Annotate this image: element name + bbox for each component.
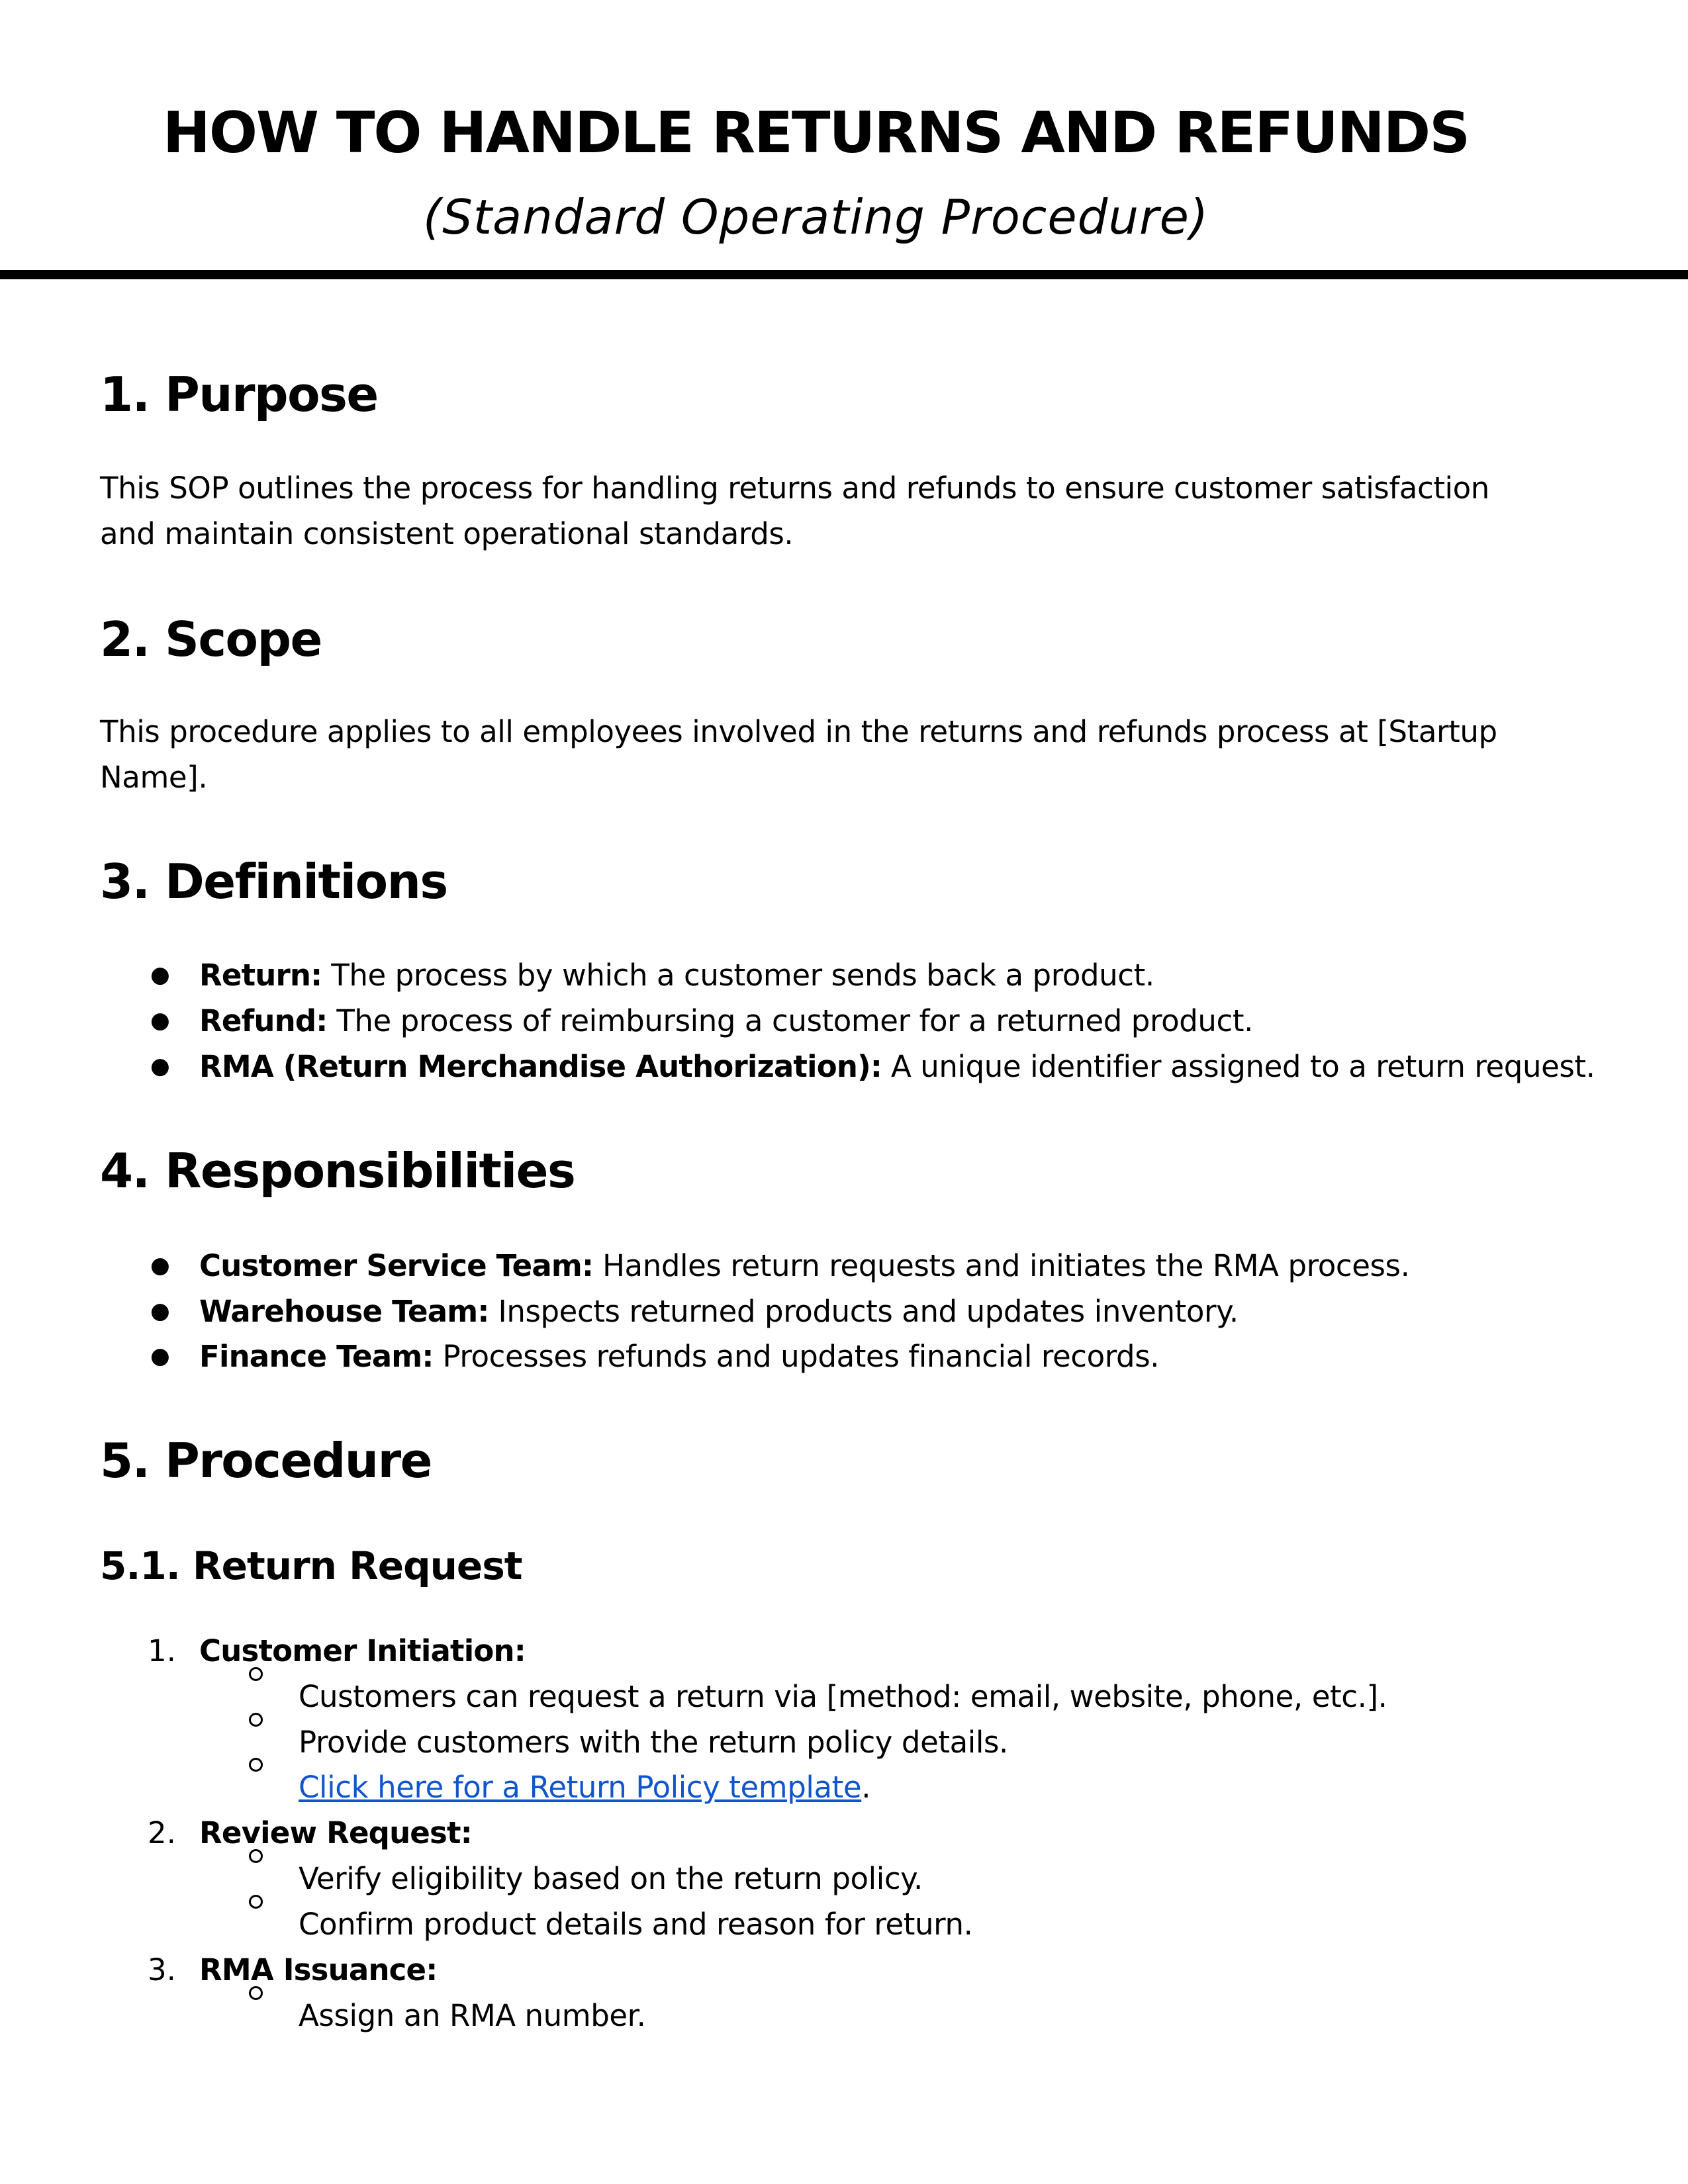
purpose-heading: 1. Purpose [100,367,378,422]
step-title [199,1628,526,1674]
step-sub-item-link [299,1764,870,1810]
definition-item [199,952,1154,998]
return-policy-template-link[interactable]: Click here for a Return Policy template [299,1770,862,1805]
definition-text: A unique identifier assigned to a return request. [882,1049,1595,1084]
responsibilities-heading: 4. Responsibilities [100,1143,575,1199]
bullet-icon: ● [150,962,170,988]
definition-text: The process by which a customer sends back a product. [322,958,1154,993]
step-title-text: RMA Issuance: [199,1952,438,1987]
step-title [199,1810,472,1856]
step-sub-item: Verify eligibility based on the return policy. [299,1861,923,1896]
definition-term: Refund: [199,1003,328,1038]
responsibility-text: Processes refunds and updates financial records. [433,1339,1160,1374]
return-request-heading: 5.1. Return Request [100,1543,522,1588]
responsibility-text: Handles return requests and initiates the RMA process. [593,1248,1410,1283]
scope-text-line-2: Name]. [100,760,208,795]
step-title-text: Review Request: [199,1815,472,1850]
definition-term: RMA (Return Merchandise Authorization): [199,1049,882,1084]
document-subtitle: (Standard Operating Procedure) [423,189,1209,245]
step-sub-item: Assign an RMA number. [299,1998,646,2033]
document-title: HOW TO HANDLE RETURNS AND REFUNDS [162,100,1470,166]
responsibility-term: Warehouse Team: [199,1294,489,1329]
bullet-icon: ● [150,1298,170,1324]
scope-heading: 2. Scope [100,612,322,667]
hollow-bullet-icon [249,1849,263,1863]
hollow-bullet-icon [249,1895,263,1909]
bullet-icon: ● [150,1053,170,1079]
purpose-text-line-2: and maintain consistent operational standards. [100,516,794,551]
responsibility-term: Finance Team: [199,1339,434,1374]
definition-text: The process of reimbursing a customer for a returned product. [327,1003,1253,1038]
purpose-text-line-1: This SOP outlines the process for handling returns and refunds to ensure customer satisfaction [100,471,1489,506]
bullet-icon: ● [150,1007,170,1034]
definition-item [199,998,1253,1044]
step-number: 1. [148,1633,176,1668]
responsibility-item [199,1289,1239,1334]
step-number: 3. [148,1952,176,1987]
procedure-heading: 5. Procedure [100,1433,432,1488]
scope-text-line-1: This procedure applies to all employees involved in the returns and refunds process at [Startup [100,714,1497,749]
responsibility-item [199,1334,1159,1379]
link-suffix: . [861,1770,871,1805]
hollow-bullet-icon [249,1986,263,2000]
step-sub-item: Provide customers with the return policy details. [299,1725,1008,1760]
header-divider [0,270,1688,279]
responsibility-item [199,1243,1410,1289]
definition-item [199,1044,1595,1089]
responsibility-text: Inspects returned products and updates inventory. [489,1294,1239,1329]
definitions-heading: 3. Definitions [100,854,447,909]
bullet-icon: ● [150,1252,170,1279]
step-title [199,1947,437,1993]
hollow-bullet-icon [249,1667,263,1681]
definition-term: Return: [199,958,322,993]
hollow-bullet-icon [249,1758,263,1772]
step-number: 2. [148,1815,176,1850]
step-title-text: Customer Initiation: [199,1633,526,1668]
bullet-icon: ● [150,1343,170,1369]
step-sub-item: Customers can request a return via [method: email, website, phone, etc.]. [299,1679,1387,1714]
responsibility-term: Customer Service Team: [199,1248,594,1283]
hollow-bullet-icon [249,1713,263,1727]
step-sub-item: Confirm product details and reason for return. [299,1907,973,1942]
